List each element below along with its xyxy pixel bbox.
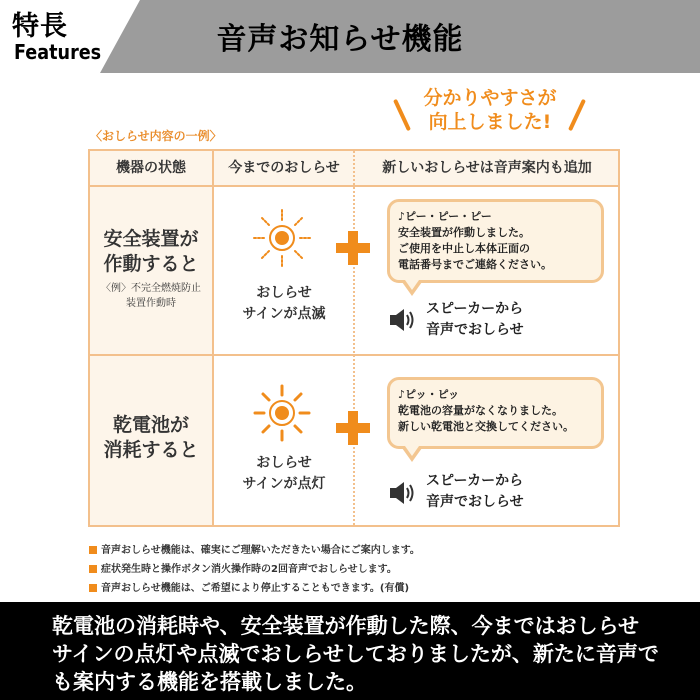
row1-speech-bubble	[387, 199, 604, 283]
row1-state-line1: 安全装置が	[103, 228, 199, 250]
row2-state-line1: 乾電池が	[112, 414, 189, 436]
header-state: 機器の状態	[116, 160, 186, 176]
lit-sign-icon	[252, 383, 312, 443]
footer-line3: も案内する機能を搭載しました。	[52, 670, 367, 694]
note-item: 音声おしらせ機能は、確実にご理解いただきたい場合にご案内します。	[89, 541, 629, 560]
page-title: 音声お知らせ機能	[216, 22, 464, 57]
callout-line-1: 分かりやすさが	[423, 87, 557, 109]
row2-speech-bubble	[387, 377, 604, 449]
row2-bubble-line2: 乾電池の容量がなくなりました。	[398, 404, 563, 417]
row1-note-line2: 装置作動時	[126, 298, 176, 309]
row2-speaker-text	[426, 471, 524, 513]
bullet-square-icon	[89, 546, 97, 554]
row1-speaker-text	[426, 299, 524, 341]
row1-note-line1: 〈例〉不完全燃焼防止	[101, 283, 201, 294]
bullet-square-icon	[89, 584, 97, 592]
blinking-sign-icon	[250, 206, 314, 270]
header-new-notice: 新しいおしらせは音声案内も追加	[382, 160, 592, 176]
row2-state	[90, 413, 212, 463]
bubble-tail-inner	[405, 446, 419, 456]
footer-banner	[0, 602, 700, 700]
header-old-notice: 今までのおしらせ	[228, 160, 340, 176]
row1-sign-line2: サインが点滅	[242, 306, 326, 322]
speaker-icon	[389, 479, 419, 507]
row1-bubble-line2: 安全装置が作動しました。	[398, 226, 530, 239]
row1-sign-label	[214, 283, 354, 325]
row1-speaker-line1: スピーカーから	[426, 301, 524, 317]
speaker-icon	[389, 306, 419, 334]
footer-text	[52, 612, 672, 696]
notes-list	[89, 541, 629, 598]
footer-line2: サインの点灯や点滅でおしらせしておりましたが、新たに音声で	[52, 642, 659, 666]
row2-sign-line2: サインが点灯	[242, 476, 326, 492]
row2-speaker-line2: 音声でおしらせ	[426, 494, 524, 510]
row1-bubble-line3: ご使用を中止し本体正面の	[398, 242, 530, 255]
callout-line-2: 向上しました!	[428, 111, 552, 133]
plus-icon	[336, 411, 370, 445]
badge-title: 特長	[12, 11, 68, 42]
row2-bubble-line3: 新しい乾電池と交換してください。	[398, 420, 574, 433]
footer-line1: 乾電池の消耗時や、安全装置が作動した際、今まではおしらせ	[52, 614, 639, 638]
row2-state-line2: 消耗すると	[103, 439, 199, 461]
row1-bubble-line4: 電話番号までご連絡ください。	[398, 258, 552, 271]
row1-state-note	[90, 281, 212, 311]
example-label: 〈おしらせ内容の一例〉	[90, 129, 222, 143]
plus-icon	[336, 231, 370, 265]
row-divider	[90, 354, 618, 356]
row1-state	[90, 227, 212, 277]
row1-state-line2: 作動すると	[103, 253, 199, 275]
note-item: 音声おしらせ機能は、ご希望により停止することもできます。(有償)	[89, 579, 629, 598]
row1-bubble-line1: ♪ピー・ピー・ピー	[398, 210, 492, 223]
callout	[400, 86, 580, 134]
row2-sign-line1: おしらせ	[256, 455, 312, 471]
row2-speaker-line1: スピーカーから	[426, 473, 524, 489]
row2-bubble-line1: ♪ピッ・ピッ	[398, 388, 460, 401]
row1-speaker-line2: 音声でおしらせ	[426, 322, 524, 338]
row2-sign-label	[214, 453, 354, 495]
bullet-square-icon	[89, 565, 97, 573]
badge-subtitle: Features	[14, 40, 102, 64]
note-item: 症状発生時と操作ボタン消火操作時の2回音声でおしらせします。	[89, 560, 629, 579]
bubble-tail-inner	[405, 280, 419, 290]
comparison-table	[88, 149, 620, 527]
row1-sign-line1: おしらせ	[256, 285, 312, 301]
